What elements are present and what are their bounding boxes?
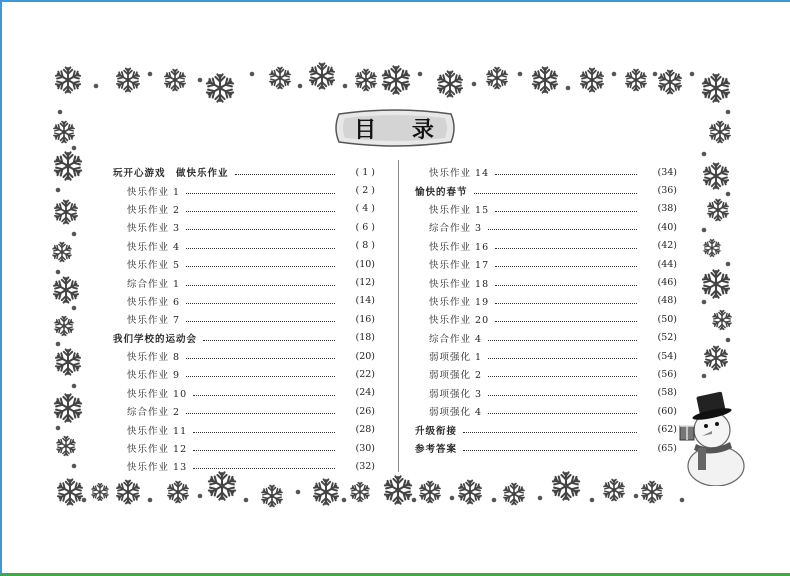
toc-entry <box>415 255 677 273</box>
toc-entry <box>415 310 677 328</box>
toc-entry-label: 快乐作业 9 <box>127 370 181 382</box>
toc-entry <box>415 200 677 218</box>
decor-dot <box>148 72 153 77</box>
decor-dot <box>244 498 249 503</box>
snowflake-icon <box>384 476 412 503</box>
snowflake-icon <box>56 437 76 456</box>
snowflake-icon <box>167 482 189 503</box>
toc-entry <box>113 255 375 273</box>
decor-dot <box>538 496 543 501</box>
decor-dot <box>702 152 707 157</box>
decor-dot <box>58 110 63 115</box>
toc-entry-label: 参考答案 <box>415 444 458 456</box>
toc-entry <box>113 420 375 438</box>
decor-dot <box>726 110 731 115</box>
toc-entry-label: 快乐作业 12 <box>127 444 188 456</box>
toc-entry-label: 玩开心游戏 做快乐作业 <box>113 168 229 180</box>
dot-leader <box>186 375 335 377</box>
toc-entry-label: 弱项强化 1 <box>429 352 483 364</box>
dot-leader <box>474 192 637 194</box>
toc-entry <box>415 237 677 255</box>
snowflake-icon <box>164 70 186 91</box>
toc-entry-label: 我们学校的运动会 <box>113 333 198 345</box>
snowflake-icon <box>419 482 441 503</box>
snowflake-icon <box>503 484 525 505</box>
toc-entry-label: 综合作业 3 <box>429 223 483 235</box>
toc-entry-page: (20) <box>355 350 375 362</box>
dot-leader <box>235 173 335 175</box>
dot-leader <box>186 302 335 304</box>
toc-entry-page: (36) <box>657 185 677 197</box>
decor-dot <box>72 464 77 469</box>
toc-entry-page: (46) <box>657 277 677 289</box>
decor-dot <box>82 498 87 503</box>
toc-entry-label: 快乐作业 14 <box>429 168 490 180</box>
snowflake-icon <box>603 480 625 501</box>
snowman-icon <box>672 386 752 486</box>
toc-entry <box>415 181 677 199</box>
dot-leader <box>495 302 637 304</box>
snowflake-icon <box>54 394 82 421</box>
decor-dot <box>612 72 617 77</box>
decor-dot <box>726 192 731 197</box>
toc-entry-label: 快乐作业 15 <box>429 204 490 216</box>
toc-entry-label: 快乐作业 4 <box>127 241 181 253</box>
page-title: 目 录 <box>354 117 448 143</box>
dot-leader <box>193 449 335 451</box>
snowflake-icon <box>269 68 291 89</box>
decor-dot <box>72 232 77 237</box>
toc-entry-label: 快乐作业 19 <box>429 296 490 308</box>
decor-dot <box>72 306 77 311</box>
snowflake-icon <box>57 479 83 504</box>
toc-entry-label: 快乐作业 3 <box>127 223 181 235</box>
decor-dot <box>450 496 455 501</box>
dot-leader <box>186 192 335 194</box>
decor-dot <box>56 426 61 431</box>
snowflake-icon <box>55 349 81 374</box>
toc-entry-page: ( 8 ) <box>355 240 375 252</box>
toc-entry-label: 快乐作业 6 <box>127 296 181 308</box>
toc-entry-page: (52) <box>657 332 677 344</box>
snowflake-icon <box>437 71 463 96</box>
toc-entry <box>113 181 375 199</box>
toc-entry-label: 升级衔接 <box>415 425 458 437</box>
toc-entry-label: 快乐作业 2 <box>127 204 181 216</box>
toc-entry <box>113 457 375 475</box>
toc-entry-label: 快乐作业 8 <box>127 352 181 364</box>
toc-entry <box>415 329 677 347</box>
decor-dot <box>702 228 707 233</box>
toc-entry-page: ( 1 ) <box>355 166 375 178</box>
toc-entry-label: 快乐作业 10 <box>127 388 188 400</box>
decor-dot <box>472 82 477 87</box>
dot-leader <box>488 357 637 359</box>
column-divider <box>398 160 399 472</box>
decor-dot <box>702 300 707 305</box>
snowflake-icon <box>702 270 730 297</box>
decor-dot <box>343 84 348 89</box>
toc-entry <box>415 292 677 310</box>
decor-dot <box>72 384 77 389</box>
dot-leader <box>186 284 335 286</box>
decor-dot <box>94 84 99 89</box>
toc-entry <box>113 402 375 420</box>
toc-entry-page: (14) <box>355 295 375 307</box>
dot-leader <box>495 265 637 267</box>
toc-entry-page: (22) <box>355 368 375 380</box>
toc-entry <box>113 365 375 383</box>
toc-entry-label: 弱项强化 2 <box>429 370 483 382</box>
dot-leader <box>186 320 335 322</box>
dot-leader <box>193 394 335 396</box>
decor-dot <box>296 490 301 495</box>
decor-dot <box>590 498 595 503</box>
decor-dot <box>198 494 203 499</box>
snowflake-icon <box>91 484 108 501</box>
toc-entry-page: (12) <box>355 277 375 289</box>
snowflake-icon <box>703 240 720 257</box>
dot-leader <box>495 284 637 286</box>
snowflake-icon <box>702 74 730 101</box>
toc-entry-page: (30) <box>355 442 375 454</box>
snowflake-icon <box>313 479 339 504</box>
toc-left-column <box>113 163 375 476</box>
snowflake-icon <box>116 68 140 91</box>
decor-dot <box>634 494 639 499</box>
toc-entry-page: (10) <box>355 258 375 270</box>
toc-entry <box>415 402 677 420</box>
snowflake-icon <box>208 472 236 499</box>
toc-entry-label: 快乐作业 13 <box>127 462 188 474</box>
snowflake-icon <box>703 163 729 188</box>
toc-entry <box>113 200 375 218</box>
toc-entry-page: (38) <box>657 203 677 215</box>
toc-entry-page: (24) <box>355 387 375 399</box>
decor-dot <box>690 72 695 77</box>
decor-dot <box>250 72 255 77</box>
decor-dot <box>680 498 685 503</box>
dot-leader <box>186 412 335 414</box>
dot-leader <box>488 375 637 377</box>
toc-entry-label: 快乐作业 7 <box>127 315 181 327</box>
toc-entry-label: 快乐作业 18 <box>429 278 490 290</box>
dot-leader <box>186 210 335 212</box>
snowflake-icon <box>552 472 580 499</box>
toc-entry-page: (65) <box>657 442 677 454</box>
snowflake-icon <box>54 200 78 223</box>
toc-entry-page: ( 2 ) <box>355 185 375 197</box>
snowflake-icon <box>350 483 370 502</box>
decor-dot <box>726 262 731 267</box>
toc-entry <box>113 329 375 347</box>
decor-dot <box>72 146 77 151</box>
toc-entry <box>415 163 677 181</box>
decor-dot <box>492 498 497 503</box>
toc-entry-page: (60) <box>657 405 677 417</box>
toc-entry-label: 综合作业 4 <box>429 333 483 345</box>
dot-leader <box>463 449 637 451</box>
snowflake-icon <box>52 243 72 262</box>
snowflake-icon <box>712 311 732 330</box>
toc-right-column <box>415 163 677 457</box>
toc-entry-page: (44) <box>657 258 677 270</box>
snowflake-icon <box>658 70 682 93</box>
toc-entry-label: 快乐作业 16 <box>429 241 490 253</box>
snowflake-icon <box>458 480 482 503</box>
snowflake-icon <box>309 63 335 88</box>
dot-leader <box>186 357 335 359</box>
snowflake-icon <box>532 67 558 92</box>
decor-dot <box>518 72 523 77</box>
snowflake-icon <box>54 317 74 336</box>
dot-leader <box>463 431 637 433</box>
toc-entry <box>415 273 677 291</box>
dot-leader <box>193 431 335 433</box>
decor-dot <box>726 338 731 343</box>
dot-leader <box>495 320 637 322</box>
toc-entry <box>113 273 375 291</box>
snowflake-icon <box>53 122 75 143</box>
snowflake-icon <box>641 482 663 503</box>
toc-entry <box>113 310 375 328</box>
toc-entry-page: (26) <box>355 405 375 417</box>
toc-entry-page: (16) <box>355 313 375 325</box>
toc-entry-page: (28) <box>355 424 375 436</box>
snowflake-icon <box>54 152 82 179</box>
toc-entry-page: (54) <box>657 350 677 362</box>
decor-dot <box>198 78 203 83</box>
snowflake-icon <box>55 67 81 92</box>
snowflake-icon <box>625 70 647 91</box>
dot-leader <box>488 339 637 341</box>
toc-entry-page: (58) <box>657 387 677 399</box>
snowflake-icon <box>116 480 140 503</box>
toc-entry <box>113 237 375 255</box>
toc-entry <box>113 218 375 236</box>
decor-dot <box>56 342 61 347</box>
decor-dot <box>342 498 347 503</box>
decor-dot <box>56 270 61 275</box>
toc-entry-label: 快乐作业 20 <box>429 315 490 327</box>
toc-entry-label: 综合作业 2 <box>127 407 181 419</box>
dot-leader <box>495 210 637 212</box>
toc-entry-label: 快乐作业 17 <box>429 260 490 272</box>
toc-entry-label: 综合作业 1 <box>127 278 181 290</box>
decor-dot <box>412 498 417 503</box>
toc-entry-page: ( 6 ) <box>355 221 375 233</box>
decor-dot <box>702 374 707 379</box>
toc-title-box <box>335 108 455 148</box>
toc-entry <box>415 439 677 457</box>
dot-leader <box>488 228 637 230</box>
dot-leader <box>203 339 335 341</box>
toc-entry-page: (50) <box>657 313 677 325</box>
decor-dot <box>148 498 153 503</box>
dot-leader <box>488 394 637 396</box>
snowflake-icon <box>53 277 79 302</box>
snowflake-icon <box>709 122 731 143</box>
toc-entry-page: ( 4 ) <box>355 203 375 215</box>
dot-leader <box>193 467 335 469</box>
toc-entry-page: (62) <box>657 424 677 436</box>
toc-entry-label: 快乐作业 1 <box>127 186 181 198</box>
toc-entry <box>415 218 677 236</box>
toc-entry-page: (48) <box>657 295 677 307</box>
toc-entry <box>415 384 677 402</box>
decor-dot <box>418 72 423 77</box>
toc-entry-label: 愉快的春节 <box>415 186 468 198</box>
snowflake-icon <box>707 200 729 221</box>
toc-entry-page: (18) <box>355 332 375 344</box>
toc-entry-label: 快乐作业 5 <box>127 260 181 272</box>
toc-entry <box>113 292 375 310</box>
toc-entry-page: (56) <box>657 368 677 380</box>
snowflake-icon <box>382 66 410 93</box>
dot-leader <box>186 247 335 249</box>
dot-leader <box>495 173 637 175</box>
decor-dot <box>653 72 658 77</box>
toc-entry <box>113 439 375 457</box>
decor-dot <box>566 86 571 91</box>
dot-leader <box>495 247 637 249</box>
toc-entry-page: (32) <box>355 460 375 472</box>
toc-entry-page: (34) <box>657 166 677 178</box>
snowflake-icon <box>206 74 234 101</box>
toc-entry <box>415 420 677 438</box>
toc-entry-page: (40) <box>657 221 677 233</box>
decor-dot <box>56 188 61 193</box>
toc-entry-page: (42) <box>657 240 677 252</box>
snowflake-icon <box>355 70 377 91</box>
toc-entry <box>415 347 677 365</box>
toc-entry-label: 弱项强化 3 <box>429 388 483 400</box>
dot-leader <box>488 412 637 414</box>
toc-entry-label: 快乐作业 11 <box>127 425 188 437</box>
dot-leader <box>186 265 335 267</box>
decor-dot <box>298 84 303 89</box>
snowflake-icon <box>580 68 604 91</box>
snowflake-icon <box>704 346 728 369</box>
toc-entry-label: 弱项强化 4 <box>429 407 483 419</box>
toc-entry <box>113 163 375 181</box>
toc-entry <box>113 384 375 402</box>
snowflake-icon <box>261 486 283 507</box>
dot-leader <box>186 228 335 230</box>
snowflake-icon <box>486 68 508 89</box>
toc-entry <box>113 347 375 365</box>
toc-entry <box>415 365 677 383</box>
